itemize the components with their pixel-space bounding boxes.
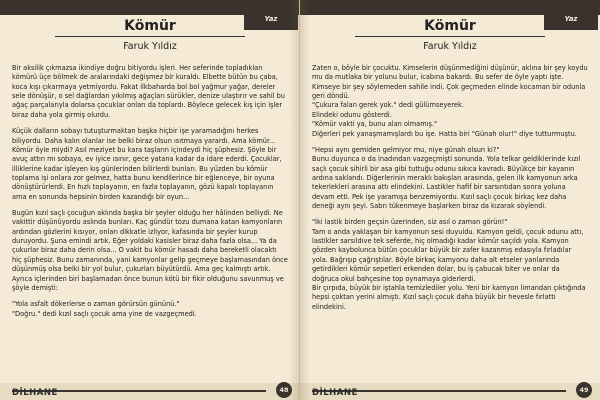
paragraph: Bir aksilik çıkmazsa ikindiye doğru bitiyordu işleri. Her seferinde topladıkları kömürü üçe bölmek de aralarındaki değişmez bir kuraldı. Elbette bütün bu çaba, koca kışı çıkarmaya yetmiyordu. Fakat ilkbaharda bol bol yağmur yağar, dereler sele dönüşür, o sel dağlardan yıkılmış ağaçları sürükler, denize ulaştırır ve sahil bu ağaç parçalarıyla dolarsa çocuklar onları da toplardı. Böylece gelecek kış için işler biraz daha yola girmiş olurdu. <box>12 64 285 119</box>
body-text <box>312 64 588 319</box>
right-page <box>300 0 600 400</box>
section-badge-label: Yaz <box>264 15 278 23</box>
page-number: 48 <box>279 386 289 394</box>
brand-logo: DİLHANE <box>12 388 58 398</box>
body-text <box>12 64 288 326</box>
page-title: Kömür <box>124 18 176 34</box>
paragraph: Bugün kızıl saçlı çocuğun aklında başka bir şeyler olduğu her hâlinden belliydi. Ne vakittir düşünüyordu aslında bunları. Kaç gündür tozu dumana katan kamyonların ardından gözlerini kısıyor, onları dikkatle izliyor, kafasında bir şeyler kurup duruyordu. Şuna emindi artık. Eğer yoldaki kasisler biraz daha fazla olsa... Ya da çukurlar biraz daha derin olsa... O vakit bu kömür hasadı daha bereketli olacaktı hiç şüphesiz. Bunu zamanında, yani kamyonlar gelip geçmeye başlamasından önce düşünmüş olsa belki bir yol bulur, çukurları büyütürdü. Ama geç kalmıştı artık. Ayrıca içlerinden biri başlamadan önce bunun kötü bir fikir olduğunu savunmuş ve şöyle demişti: <box>12 209 288 292</box>
page-title: Kömür <box>424 18 476 34</box>
page-footer <box>0 383 300 400</box>
paragraph: "Yola asfalt dökerlerse o zaman görürsün gününü." "Doğru." dedi kızıl saçlı çocuk ama yine de vazgeçmedi. <box>12 300 197 318</box>
page-number-badge <box>576 382 592 398</box>
title-divider <box>55 36 245 37</box>
section-badge-label: Yaz <box>564 15 578 23</box>
paragraph: Küçük dalların sobayı tutuşturmaktan başka hiçbir işe yaramadığını herkes biliyordu. Daha kalın olanlar ise belki biraz olsun ısıtmaya yarardı. Ama kömür... Kömür öyle miydi? Asıl meziyet bu kara taşların içindeydi hiç şüphesiz. Şöyle bir avuç attın mı sobaya, ev iyice ısınır, gece yatana kadar da idare ederdi. Çocuklar, illiklerine kadar işleyen kış günlerinden bilirlerdi bunları. Bu yüzden bu kömür toplama işi onlara zor gelmez, hatta bunu kendilerince bir eğlenceye, bir oyuna dönüştürürlerdi. En hızlı toplayanın, en fazla toplayanın, gözü kapalı toplayanın ama en sonunda hepsinin birden kazandığı bir oyun... <box>12 127 282 201</box>
title-divider <box>355 36 545 37</box>
author-name: Faruk Yıldız <box>423 41 477 52</box>
gutter-shadow <box>289 0 299 400</box>
paragraph: "İki lastik birden geçsin üzerinden, siz asıl o zaman görün!" Tam o anda yaklaşan bir kamyonun sesi duyuldu. Kamyon geldi, çocuk odunu attı, lastikler sarsıldıve tek seferde, hiç olmadığı kadar kömür saçıldı yola. Kamyon gözden kaybolunca bütün çocuklar büyük bir zafer kazanmış edasıyla fırladılar yola. Bağrışıp çağrıştılar. Böyle birkaç kamyonu daha alt etseler yanlarında getirdikleri kömür sepetleri erkenden dolar, bu iş çabucak biter ve onlar da doğruca okul bahçesine top oynamaya giderlerdi. Bir çırpıda, büyük bir iştahla temizlediler yolu. Yeni bir kamyon limandan çıktığında hepsi çoktan yerini almıştı. Kızıl saçlı çocuk daha büyük bir hevesle fırlattı elindekini. <box>312 218 586 311</box>
brand-logo: DİLHANE <box>312 388 358 398</box>
author-name: Faruk Yıldız <box>123 41 177 52</box>
page-number: 49 <box>579 386 589 394</box>
gutter-shadow <box>300 0 310 400</box>
paragraph: "Hepsi aynı gemiden gelmiyor mu, niye günah olsun ki?" Bunu duyunca o da inadından vazgeçmişti sonunda. Yola telkar geldiklerinde kızıl saçlı çocuk sihirli bir asa gibi tuttuğu odunu sıkıca kavradı. Büyükçe bir kayanın ardına saklandı. Diğerlerinin meraklı bakışları arasında, gelen ilk kamyonun arka tekerlekleri arasına attı elindekini. Lastikler hafif bir sarsıntıdan sonra yoluna devam etti. Pek işe yaramışa benzemiyordu. Kızıl saçlı çocuk birkaç kez daha deneği aynı şeyi. Sabrı tükenmeye başlarken biraz da kızarak söylendi. <box>312 145 581 211</box>
paragraph: Zaten o, böyle bir çocuktu. Kimselerin düşünmediğini düşünür, aklına bir şey koydu mu da mutlaka bir yolunu bulur, icabına bakardı. Bu sefer de öyle yaptı işte. Kimseye bir şey söylemeden sahile indi. Çok geçmeden elinde kocaman bir odunla geri döndü. "Çukura falan gerek yok." dedi gülümseyerek. Elindeki odunu gösterdi. "Kömür vakti ya, bunu alan olmamış." Diğerleri pek yanaşmamışlardı bu işe. Hatta biri "Günah olur!" diye tutturmuştu. <box>312 64 588 138</box>
page-footer <box>300 383 600 400</box>
